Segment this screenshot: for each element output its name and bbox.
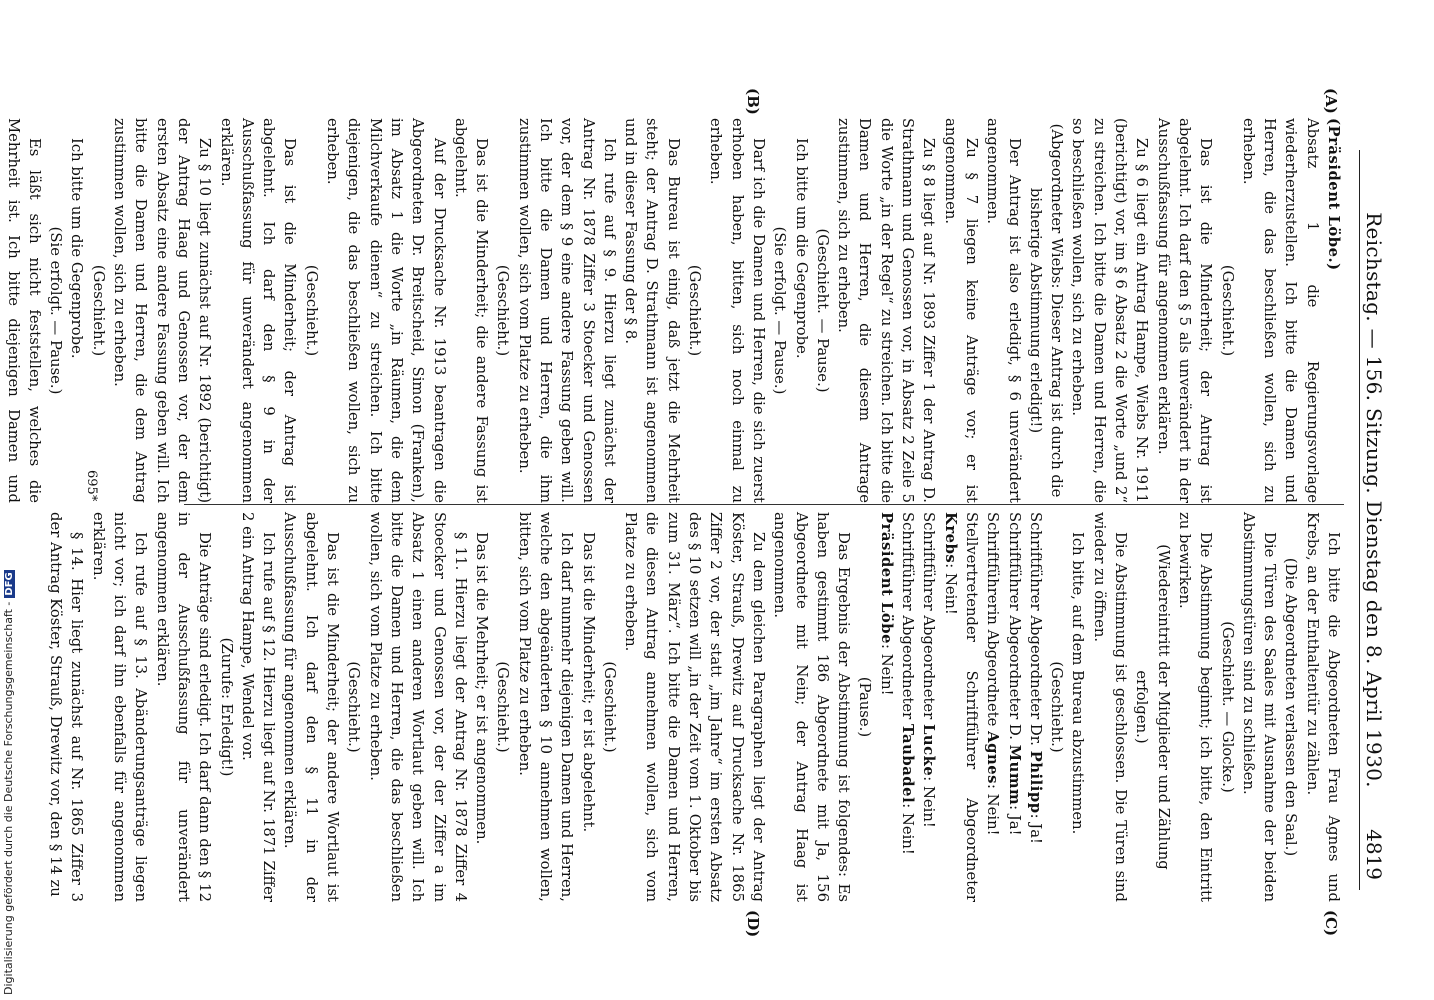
paragraph: Ich bitte um die Gegenprobe. — [792, 138, 810, 359]
paragraph: (Geschieht.) — [302, 264, 320, 357]
header-title: Reichstag. — 156. Sitzung. Dienstag den 8. April 1930. — [1362, 212, 1386, 788]
paragraph: (Geschieht.) — [89, 264, 107, 357]
paragraph: (Abgeordneter Wiebs: Dieser Antrag ist durch die bisherige Abstimmung erledigt!) — [1026, 123, 1066, 498]
paragraph: Auf der Drucksache Nr. 1913 beantragen die Abgeordneten Dr. Breitscheid, Simon (Franken), im Absatz 1 die Worte „in Räumen, die dem Milchverkaufe dienen“ zu streichen. Ich bitte diejenigen, die das beschließen wollen, sich zu erheben. — [324, 118, 448, 503]
paragraph: Ich bitte, auf dem Bureau abzustimmen. — [1069, 532, 1087, 835]
paragraph: (Geschieht.) — [494, 264, 512, 357]
paragraph: Zu § 10 liegt zunächst auf Nr. 1892 (berichtigt) der Antrag Haag und Genossen vor, der dem ersten Absatz eine andere Fassung geben will. Ich bitte die Damen und Herren, die dem Antrag zustimmen wollen, sich zu erheben. — [111, 118, 214, 503]
paragraph: (Geschieht. — Glocke.) — [1218, 621, 1236, 793]
paragraph: Ich bitte um die Gegenprobe. — [68, 138, 86, 359]
margin-letter-a: (A) — [1322, 88, 1340, 114]
margin-letter-b: (B) — [744, 88, 762, 115]
paragraph: Schriftführer Abgeordneter Dr. Philipp: Ja! — [1026, 512, 1044, 844]
paragraph: Schriftführerin Abgeordnete Agnes: Nein! — [984, 512, 1002, 836]
paragraph: (Zurufe: Erledigt!) — [217, 637, 235, 777]
paragraph: (Geschieht.) — [600, 661, 618, 753]
page-number: 4819 — [1362, 829, 1386, 880]
digitization-credit — [0, 0, 22, 1000]
paragraph: Die Türen des Saales mit Ausnahme der beiden Abstimmungstüren sind zu schließen. — [1239, 512, 1279, 902]
paragraph: Schriftführer Abgeordneter Taubadel: Nein! — [899, 512, 917, 855]
paragraph: (Geschieht.) — [1218, 264, 1236, 357]
paragraph: Schriftführer Abgeordneter Lucke: Nein! — [920, 512, 938, 828]
paragraph: (Sie erfolgt. — Pause.) — [47, 226, 65, 395]
paragraph: Das Bureau ist einig, daß jetzt die Mehrheit steht; der Antrag D. Strathmann ist angenommen und in dieser Fassung der § 8. — [622, 118, 682, 503]
paragraph: (Sie erfolgt. — Pause.) — [771, 226, 789, 395]
paragraph: (Die Abgeordneten verlassen den Saal.) — [1282, 557, 1300, 857]
paragraph: § 11. Hierzu liegt der Antrag Nr. 1878 Ziffer 4 Stoecker und Genossen vor, der der Ziffer a im Absatz 1 einen anderen Wortlaut geben will. Ich bitte die Damen und Herren, die das beschließen wollen, sich vom Platze zu erheben. — [366, 512, 469, 902]
signature-mark: 695* — [84, 470, 99, 502]
paragraph: Ich bitte die Abgeordneten Frau Agnes und Krebs, an der Enthaltentür zu zählen. — [1303, 512, 1342, 902]
paragraph: Das Ergebnis der Abstimmung ist folgendes: Es haben gestimmt 186 Abgeordnete mit Ja, 156 Abgeordnete mit Nein; der Antrag Haag ist angenommen. — [771, 512, 853, 902]
paragraph: Der Antrag ist also erledigt, § 6 unverändert angenommen. — [984, 118, 1023, 503]
paragraph: Stellvertretender Schriftführer Abgeordneter Krebs: Nein! — [941, 512, 980, 902]
paragraph: Das ist die Minderheit; der Antrag ist abgelehnt. Ich darf den § 9 in der Ausschußfassung für unverändert angenommen erklären. — [217, 118, 299, 503]
paragraph: § 14. Hier liegt zunächst auf Nr. 1865 Ziffer 3 der Antrag Köster, Strauß, Drewitz vor, den § 14 zu — [47, 512, 86, 902]
paragraph: (Pause.) — [856, 676, 874, 738]
paragraph: Das ist die Mehrheit; er ist angenommen. — [473, 532, 491, 845]
paragraph: (Wiedereintritt der Mitglieder und Zählung erfolgen.) — [1133, 544, 1172, 870]
paragraph: Schriftführer Abgeordneter D. Mumm: Ja! — [1005, 512, 1023, 836]
paragraph: Absatz 1 die Regierungsvorlage wiederherzustellen. Ich bitte die Damen und Herren, die das beschließen wollen, sich zu erheben. — [1239, 118, 1321, 503]
paragraph: (Geschieht.) — [494, 661, 512, 753]
paragraph: (Geschieht.) — [1048, 661, 1066, 753]
paragraph: Zu § 7 liegen keine Anträge vor; er ist angenommen. — [941, 118, 980, 503]
paragraph: Ich darf nunmehr diejenigen Damen und Herren, welche den abgeänderten § 10 annehmen wollen, bitten, sich vom Platze zu erheben. — [515, 512, 576, 902]
paragraph: Ich rufe auf § 9. Hierzu liegt zunächst der Antrag Nr. 1878 Ziffer 3 Stoecker und Genossen vor, der dem § 9 eine andere Fassung geben will. Ich bitte die Damen und Herren, die ihm zustimmen wollen, sich vom Platze zu erheben. — [515, 118, 618, 503]
paragraph: Präsident Löbe: Nein! — [877, 512, 895, 696]
paragraph: Die Anträge sind erledigt. Ich darf dann den § 12 in der Ausschußfassung für unverändert angenommen erklären. — [153, 512, 214, 902]
paragraph: Es läßt sich nicht feststellen, welches die Mehrheit ist. Ich bitte diejenigen Damen und — [4, 118, 43, 503]
dfg-logo: DFG — [4, 572, 15, 596]
paragraph: Zu § 8 liegt auf Nr. 1893 Ziffer 1 der Antrag D. Strathmann und Genossen vor, in Absatz 2 Zeile 5 die Worte „in der Regel“ zu streichen. Ich bitte die Damen und Herren, die diesem Antrage zustimmen, sich zu erheben. — [835, 118, 938, 503]
paragraph: Darf ich die Damen und Herren, die sich zuerst erhoben haben, bitten, sich noch einmal zu erheben. — [707, 118, 767, 503]
margin-letter-d: (D) — [744, 910, 762, 938]
paragraph: (Geschieht. — Pause.) — [813, 228, 831, 393]
right-column — [47, 512, 1344, 902]
paragraph: Zu dem gleichen Paragraphen liegt der Antrag Köster, Strauß, Drewitz auf Drucksache Nr. 1865 Ziffer 2 vor, der statt „im Jahre“ im ersten Absatz des § 10 setzen will „in der Zeit vom 1. Oktober bis zum 31. März“. Ich bitte die Damen und Herren, die diesen Antrag annehmen wollen, sich vom Platze zu erheben. — [622, 512, 767, 902]
margin-letter-c: (C) — [1322, 910, 1340, 937]
paragraph: (Präsident Löbe.) — [1325, 118, 1342, 271]
paragraph: Das ist die Minderheit; er ist abgelehnt. — [579, 532, 597, 833]
paragraph: Das ist die Minderheit; der Antrag ist abgelehnt. Ich darf den § 5 als unverändert in der Ausschußfassung für angenommen erklären. — [1154, 118, 1215, 503]
header-rule — [1359, 150, 1360, 890]
paragraph: Das ist die Minderheit; der andere Wortlaut ist abgelehnt. Ich darf den § 11 in der Ausschußfassung für angenommen erklären. — [281, 512, 342, 902]
paragraph: Zu § 6 liegt ein Antrag Hampe, Wiebs Nr. 1911 (berichtigt) vor, im § 6 Absatz 2 die Worte „und 2“ zu streichen. Ich bitte die Damen und Herren, die so beschließen wollen, sich zu erheben. — [1069, 118, 1151, 503]
page-header — [1354, 0, 1394, 1000]
paragraph: Die Abstimmung ist geschlossen. Die Türen sind wieder zu öffnen. — [1090, 512, 1130, 902]
paragraph: Das ist die Minderheit; die andere Fassung ist abgelehnt. — [451, 118, 491, 503]
column-divider — [184, 504, 1344, 505]
paragraph: (Geschieht.) — [345, 661, 363, 753]
paragraph: (Geschieht.) — [686, 264, 704, 357]
paragraph: Die Abstimmung beginnt; ich bitte, den Eintritt zu bewirken. — [1175, 512, 1215, 902]
paragraph: Ich rufe auf § 12. Hierzu liegt auf Nr. 1871 Ziffer 2 ein Antrag Hampe, Wendel vor. — [238, 512, 278, 902]
credit-text: Digitalisierung gefördert durch die Deutsche Forschungsgemeinschaft - — [2, 601, 15, 995]
paragraph: Ich rufe auf § 13. Abänderungsanträge liegen nicht vor; ich darf ihn ebenfalls für angenommen erklären. — [89, 512, 150, 902]
